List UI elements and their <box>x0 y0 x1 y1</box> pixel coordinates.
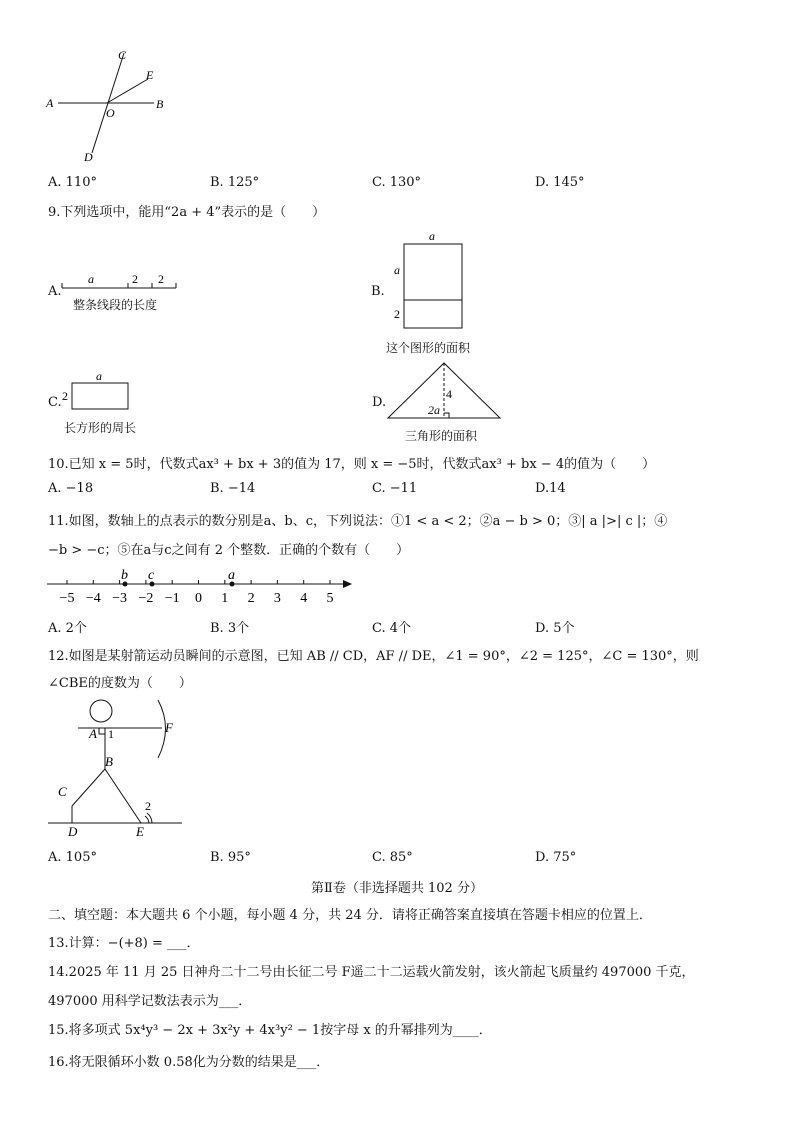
q11-stem-line2: −b > −c；⑤在a与c之间有 2 个整数．正确的个数有（ ） <box>48 543 410 558</box>
q12-option-b: B. 95° <box>210 850 251 865</box>
ray-OE <box>107 79 148 103</box>
fig12-label-E: E <box>136 824 144 839</box>
q12-option-d: D. 75° <box>535 850 577 865</box>
q11-stem-line1: 11.如图，数轴上的点表示的数分别是a、b、c，下列说法：①1 < a < 2；②a − b > 0；③| a |>| c |；④ <box>48 514 668 529</box>
q9-option-a-caption: 整条线段的长度 <box>73 298 158 312</box>
number-line-tick-label: 4 <box>300 591 308 606</box>
label-A: A <box>46 96 54 110</box>
q10-stem: 10.已知 x = 5时，代数式ax³ + bx + 3的值为 17，则 x = −5时，代数式ax³ + bx − 4的值为（ ） <box>48 457 656 472</box>
q10-option-c: C. −11 <box>372 481 418 496</box>
point-c-label: c <box>148 568 155 583</box>
triangle-height-label: 4 <box>446 387 452 401</box>
q9-option-d-caption: 三角形的面积 <box>405 429 478 443</box>
q9-rect-perimeter-figure <box>60 368 140 413</box>
rect-side-label-2: 2 <box>394 307 400 321</box>
q12-stem-line1: 12.如图是某射箭运动员瞬间的示意图，已知 AB // CD，AF // DE，∠1 = 90°，∠2 = 125°，∠C = 130°，则 <box>48 649 699 664</box>
fig12-label-A: A <box>89 726 97 741</box>
q12-stem-line2: ∠CBE的度数为（ ） <box>48 676 192 691</box>
q8-option-d: D. 145° <box>535 175 585 190</box>
q13-text: 13.计算：−(+8) = ___． <box>48 936 200 951</box>
segment-label-2-first: 2 <box>132 272 138 286</box>
q9-option-b-letter: B. <box>371 284 385 299</box>
q10-option-d: D.14 <box>535 481 566 496</box>
q11-option-b: B. 3个 <box>210 621 250 636</box>
number-line-tick-label: 2 <box>247 591 255 606</box>
label-E: E <box>146 68 154 82</box>
segment-label-a: a <box>88 272 94 286</box>
archer-head <box>90 700 112 722</box>
number-line-tick-label: −2 <box>138 591 154 606</box>
number-line-tick-label: 1 <box>221 591 229 606</box>
q9-triangle-figure <box>382 358 507 423</box>
q9-stem: 9.下列选项中，能用“2a + 4”表示的是（ ） <box>48 205 326 220</box>
q9-option-c-letter: C. <box>48 395 62 410</box>
q9-option-d-letter: D. <box>372 395 387 410</box>
number-line-tick-label: −4 <box>85 591 101 606</box>
q8-option-b: B. 125° <box>210 175 260 190</box>
point-a-label: a <box>228 568 235 583</box>
q10-option-a: A. −18 <box>48 481 94 496</box>
section2-instructions: 二、填空题：本大题共 6 个小题，每小题 4 分，共 24 分．请将正确答案直接填在答题卡相应的位置上． <box>48 908 652 923</box>
label-B: B <box>156 97 164 111</box>
q12-option-a: A. 105° <box>48 850 97 865</box>
segment-label-2-second: 2 <box>158 272 164 286</box>
fig12-label-C: C <box>58 784 67 799</box>
q11-option-c: C. 4个 <box>372 621 412 636</box>
fig12-label-D: D <box>68 824 78 839</box>
fig12-label-1: 1 <box>108 727 114 741</box>
number-line-tick-label: 0 <box>195 591 202 606</box>
fig12-label-B: B <box>105 754 113 769</box>
rect-top-label-a: a <box>429 229 435 243</box>
label-C: C <box>118 48 127 62</box>
q12-option-c: C. 85° <box>372 850 413 865</box>
rect-side-label-a: a <box>394 263 400 277</box>
number-line-tick-label: −3 <box>112 591 128 606</box>
q8-option-c: C. 130° <box>372 175 422 190</box>
number-line-tick-label: −1 <box>164 591 180 606</box>
section2-title: 第Ⅱ卷（非选择题共 102 分） <box>311 881 483 896</box>
q14-line2: 497000 用科学记数法表示为___． <box>48 994 252 1009</box>
fig12-label-2: 2 <box>145 799 151 813</box>
q11-number-line <box>45 565 365 610</box>
q11-option-a: A. 2个 <box>48 621 87 636</box>
label-D: D <box>84 150 93 164</box>
q10-option-b: B. −14 <box>210 481 256 496</box>
q9-option-a-letter: A. <box>48 284 62 299</box>
q8-option-a: A. 110° <box>48 175 97 190</box>
point-b-label: b <box>121 568 128 583</box>
fig12-label-F: F <box>165 720 173 735</box>
number-line-tick-label: 5 <box>326 591 334 606</box>
q12-archer-figure <box>45 692 195 842</box>
q9-option-b-caption: 这个图形的面积 <box>386 341 471 355</box>
number-line-tick-label: −5 <box>59 591 75 606</box>
q14-line1: 14.2025 年 11 月 25 日神舟二十二号由长征二号 F遥二十二运载火箭发射，该火箭起飞质量约 497000 千克， <box>48 965 695 980</box>
number-line-tick-label: 3 <box>273 591 281 606</box>
q8-angle-figure <box>40 45 180 165</box>
rect-c-side-label-2: 2 <box>62 389 68 403</box>
q9-option-c-caption: 长方形的周长 <box>64 421 137 435</box>
q11-option-d: D. 5个 <box>535 621 575 636</box>
q16-text: 16.将无限循环小数 0.5̇8̇化为分数的结果是___． <box>48 1055 330 1070</box>
rect-c-top-label-a: a <box>96 369 102 383</box>
q9-rect-area-figure <box>385 228 475 338</box>
q15-text: 15.将多项式 5x⁴y³ − 2x + 3x²y + 4x³y² − 1按字母 x 的升幂排列为____． <box>48 1023 492 1038</box>
triangle-base-label: 2a <box>428 403 440 417</box>
label-O: O <box>106 106 115 120</box>
